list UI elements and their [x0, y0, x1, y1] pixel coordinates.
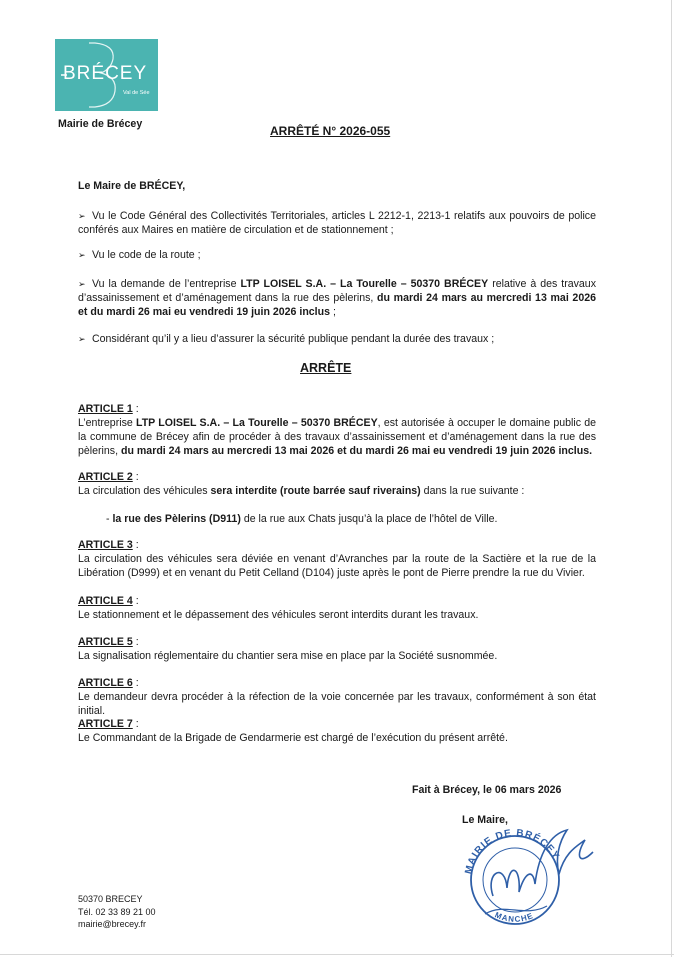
article-dates: du mardi 24 mars au mercredi 13 mai 2026 et du mardi 26 mai eu vendredi 19 juin 2026 inclus.	[121, 445, 593, 457]
vu3-company: LTP LOISEL S.A. – La Tourelle – 50370 BRÉCEY	[240, 278, 489, 290]
stamp-top-text: MAIRIE DE BRÉCEY	[463, 827, 562, 876]
article-text: La circulation des véhicules	[78, 485, 208, 497]
footer-email: mairie@brecey.fr	[78, 919, 146, 929]
brecey-logo	[55, 39, 158, 111]
vu-demande	[78, 277, 596, 319]
vu3-text: Vu la demande de l’entreprise	[92, 278, 237, 290]
arrow-bullet-icon: ➢	[78, 279, 86, 289]
arrow-bullet-icon: ➢	[78, 211, 86, 221]
mairie-label: Mairie de Brécey	[58, 118, 143, 130]
vu1-text: Vu le Code Général des Collectivités Territoriales, articles L 2212-1, 2213-1 relatifs aux pouvoirs de police conférés aux Maires en matière de circulation et de stationnement ;	[78, 210, 596, 236]
arrow-bullet-icon: ➢	[78, 250, 86, 260]
article-title: ARTICLE 1	[78, 403, 133, 415]
considerant-text: Considérant qu’il y a lieu d’assurer la sécurité publique pendant la durée des travaux ;	[92, 333, 495, 345]
article-text: dans la rue suivante :	[423, 485, 525, 497]
footer-contact	[78, 893, 156, 931]
vu2-text: Vu le code de la route ;	[92, 249, 201, 261]
page-edge	[0, 954, 674, 955]
street-range: de la rue aux Chats jusqu’à la place de l’hôtel de Ville.	[243, 513, 498, 525]
footer-address: 50370 BRECEY	[78, 894, 143, 904]
document-title: ARRÊTÉ N° 2026-055	[270, 124, 391, 138]
article-title: ARTICLE 5	[78, 636, 133, 648]
article-title: ARTICLE 4	[78, 595, 133, 607]
article-text: , est autorisée à occuper le domaine public de la commune de Brécey afin de procéder à des travaux d’assainissement et d’aménagement dans la rue des pèlerins,	[78, 417, 596, 457]
footer-phone: Tél. 02 33 89 21 00	[78, 906, 156, 917]
vu3-end: ;	[332, 306, 336, 318]
vu3-text-b: relative à des travaux d’assainissement et d’aménagement dans la rue des pèlerins,	[78, 278, 596, 304]
vu-code-general	[78, 209, 596, 237]
arrow-bullet-icon: ➢	[78, 334, 86, 344]
article-text: La signalisation réglementaire du chantier sera mise en place par la Société susnommée.	[78, 650, 498, 662]
salutation	[78, 179, 596, 193]
arrete-heading: ARRÊTE	[300, 361, 352, 375]
stamp-bottom-text: MANCHE	[493, 910, 535, 924]
article-4: ARTICLE 4 : Le stationnement et le dépassement des véhicules seront interdits durant les travaux.	[78, 595, 479, 621]
logo-name: BRÉCEY	[63, 63, 148, 84]
article-bold: sera interdite (route barrée sauf riverains)	[210, 485, 421, 497]
signature-role: Le Maire,	[462, 814, 508, 826]
article-text: La circulation des véhicules sera déviée en venant d’Avranches par la route de la Sactière et la rue de la Libération (D999) et en venant du Petit Celland (D104) juste après le pont de Pierre prendre la rue du Vivier.	[78, 553, 596, 579]
article-7: ARTICLE 7 : Le Commandant de la Brigade de Gendarmerie est chargé de l’exécution du présent arrêté.	[78, 718, 508, 744]
article-2: ARTICLE 2 : La circulation des véhicules sera interdite (route barrée sauf riverains) dans la rue suivante :	[78, 471, 525, 497]
article-text: Le stationnement et le dépassement des véhicules seront interdits durant les travaux.	[78, 609, 479, 621]
svg-text:MAIRIE DE BRÉCEY	[463, 828, 561, 875]
article-3: ARTICLE 3 : La circulation des véhicules sera déviée en venant d’Avranches par la route de la Sactière et la rue de la Libération (D999) et en venant du Petit Celland (D104) juste après le pont de Pierre prendre la rue du Vivier.	[78, 539, 596, 579]
article-title: ARTICLE 3	[78, 539, 133, 551]
article-title: ARTICLE 2	[78, 471, 133, 483]
article-1: ARTICLE 1 : L’entreprise LTP LOISEL S.A. – La Tourelle – 50370 BRÉCEY, est autorisée à occuper le domaine public de la commune de Brécey afin de procéder à des travaux d’assainissement et d’aménagement dans la rue des pèlerins, du mardi 24 mars au mercredi 13 mai 2026 et du mardi 26 mai eu vendredi 19 juin 2026 inclus.	[78, 403, 596, 457]
page-edge	[671, 0, 672, 957]
article-text: L’entreprise	[78, 417, 133, 429]
considerant	[78, 332, 596, 346]
signature-date: Fait à Brécey, le 06 mars 2026	[412, 784, 562, 796]
article-text: Le demandeur devra procéder à la réfection de la voie concernée par les travaux, conformément à son état initial.	[78, 691, 596, 717]
mayor-stamp-icon	[455, 822, 605, 927]
article-5: ARTICLE 5 : La signalisation réglementaire du chantier sera mise en place par la Société susnommée.	[78, 636, 498, 662]
article-title: ARTICLE 7	[78, 718, 133, 730]
street-name: la rue des Pèlerins (D911)	[112, 513, 241, 525]
vu3-dates: du mardi 24 mars au mercredi 13 mai 2026 et du mardi 26 mai eu vendredi 19 juin 2026 inclus	[78, 292, 596, 318]
vu-code-route	[78, 248, 596, 262]
article-text: Le Commandant de la Brigade de Gendarmerie est chargé de l’exécution du présent arrêté.	[78, 732, 508, 744]
article-6: ARTICLE 6 : Le demandeur devra procéder à la réfection de la voie concernée par les travaux, conformément à son état initial.	[78, 677, 596, 717]
article-company: LTP LOISEL S.A. – La Tourelle – 50370 BRÉCEY	[136, 417, 378, 429]
article-2-item: - la rue des Pèlerins (D911) de la rue aux Chats jusqu’à la place de l’hôtel de Ville.	[106, 513, 498, 525]
article-title: ARTICLE 6	[78, 677, 133, 689]
logo-subtitle: Val de Sée	[123, 90, 150, 96]
salutation-text: Le Maire de BRÉCEY,	[78, 180, 186, 192]
